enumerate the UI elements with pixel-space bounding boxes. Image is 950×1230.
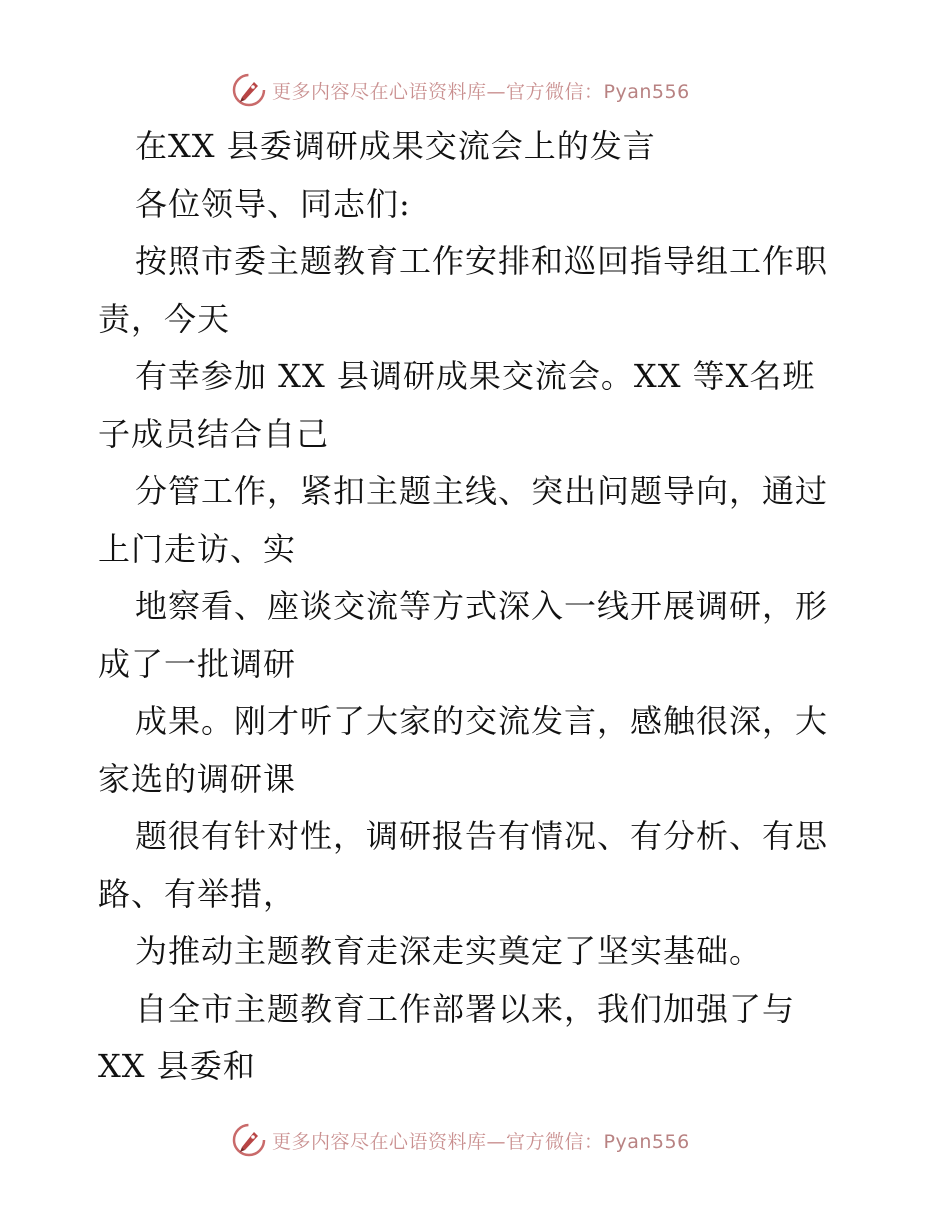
- paragraph-line: 路、有举措，: [98, 874, 297, 913]
- paragraph-line: 分管工作，紧扣主题主线、突出问题导向，通过: [135, 472, 829, 510]
- paragraph-line: 题很有针对性，调研报告有情况、有分析、有思: [135, 817, 829, 855]
- document-title: 在XX 县委调研成果交流会上的发言: [135, 127, 656, 165]
- pen-nib-logo-icon: [232, 1123, 266, 1157]
- header-watermark-banner: [232, 70, 690, 110]
- paragraph-line: 按照市委主题教育工作安排和巡回指导组工作职: [135, 242, 829, 280]
- pen-nib-logo-icon: [232, 73, 266, 107]
- paragraph-line: 家选的调研课: [98, 759, 297, 798]
- paragraph-line: 成果。刚才听了大家的交流发言，感触很深，大: [135, 702, 829, 740]
- paragraph-line: 成了一批调研: [98, 644, 297, 683]
- footer-watermark-banner: [232, 1120, 690, 1160]
- paragraph-line: 自全市主题教育工作部署以来，我们加强了与: [135, 989, 796, 1028]
- salutation: 各位领导、同志们:: [135, 184, 411, 223]
- paragraph-line: 地察看、座谈交流等方式深入一线开展调研，形: [135, 587, 829, 625]
- footer-wechat-id: Pyan556: [603, 1130, 690, 1153]
- header-wechat-id: Pyan556: [603, 80, 690, 103]
- paragraph-line: 子成员结合自己: [98, 414, 330, 453]
- document-body: [98, 118, 858, 1096]
- footer-watermark-text: 更多内容尽在心语资料库—官方微信：Pyan556: [272, 1130, 690, 1153]
- paragraph-line: 上门走访、实: [98, 529, 297, 568]
- header-watermark-text: 更多内容尽在心语资料库—官方微信：Pyan556: [272, 80, 690, 103]
- paragraph-line: 为推动主题教育走深走实奠定了坚实基础。: [135, 932, 763, 970]
- paragraph-line: 责，今天: [98, 299, 231, 338]
- paragraph-line: 有幸参加 XX 县调研成果交流会。XX 等X名班: [135, 357, 816, 395]
- paragraph-line: XX 县委和: [98, 1047, 256, 1085]
